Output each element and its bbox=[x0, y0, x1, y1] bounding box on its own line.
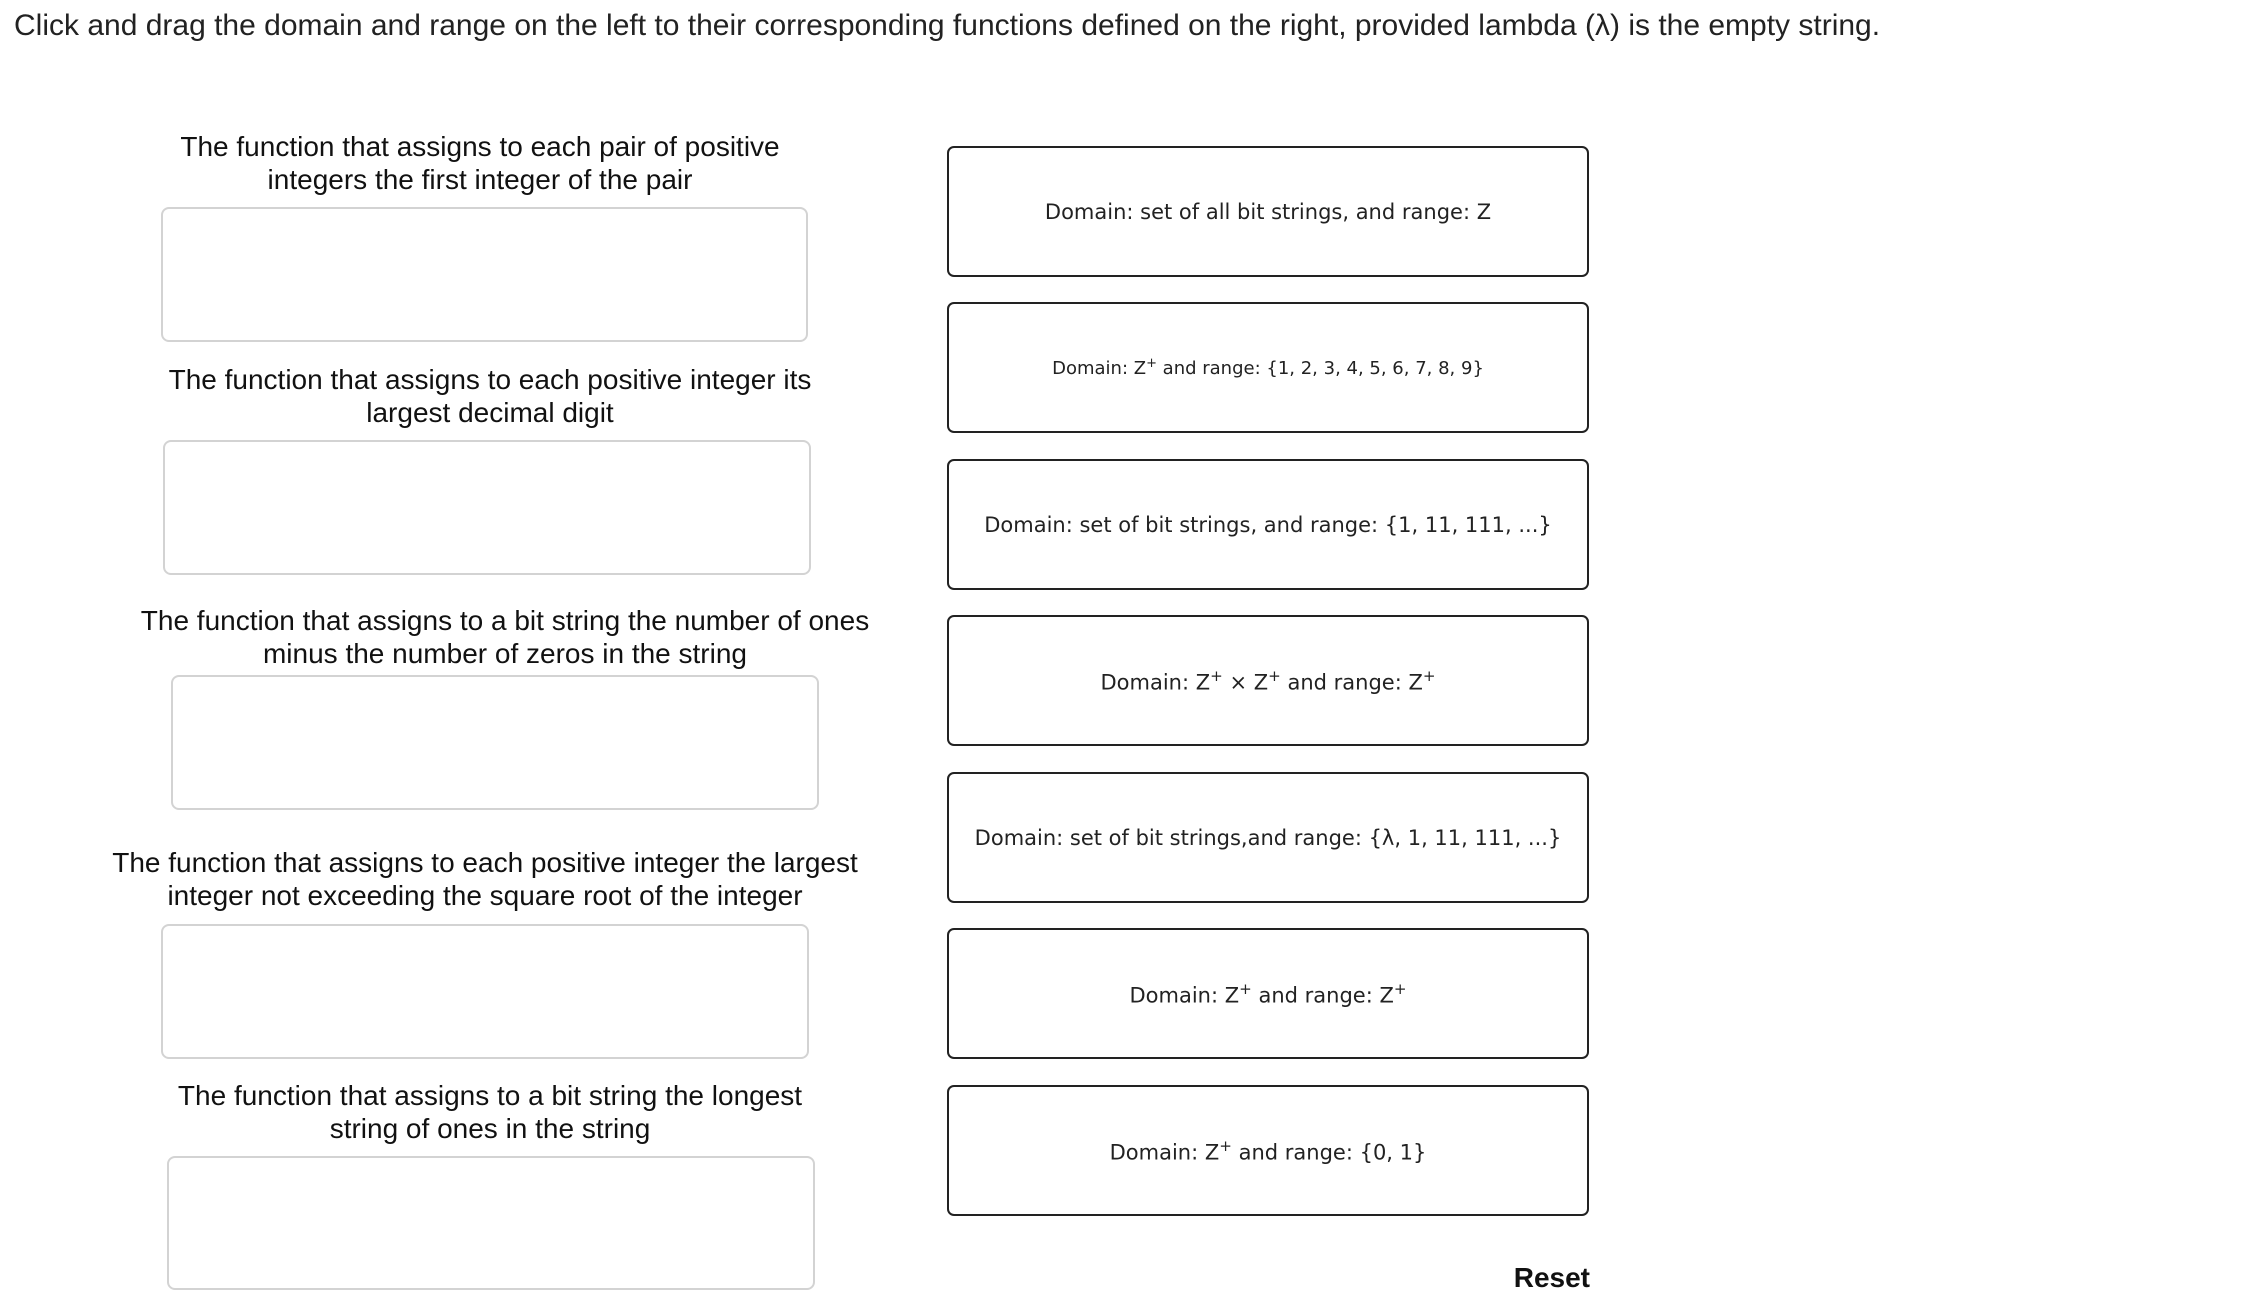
drop-zone-first-of-pair[interactable] bbox=[161, 207, 808, 342]
function-prompt-floor-sqrt: The function that assigns to each positive integer the largest integer not exceeding the square root of the integer bbox=[112, 847, 858, 911]
answer-bitstrings-to-ones-strings[interactable] bbox=[947, 459, 1589, 590]
answer-label: Domain: set of all bit strings, and range: Z bbox=[1044, 199, 1492, 224]
answer-label: Domain: Z+ and range: {0, 1} bbox=[1109, 1136, 1427, 1165]
drop-zone-longest-ones[interactable] bbox=[167, 1156, 815, 1290]
answer-zplus-to-digits[interactable] bbox=[947, 302, 1589, 433]
drop-zone-ones-minus-zeros[interactable] bbox=[171, 675, 819, 810]
answer-label: Domain: Z+ × Z+ and range: Z+ bbox=[1100, 666, 1436, 695]
drop-zone-floor-sqrt[interactable] bbox=[161, 924, 809, 1059]
answer-bitstrings-to-z[interactable] bbox=[947, 146, 1589, 277]
reset-button[interactable]: Reset bbox=[1470, 1262, 1590, 1294]
answer-zplus-pairs-to-zplus[interactable] bbox=[947, 615, 1589, 746]
instructions-text: Click and drag the domain and range on the left to their corresponding functions defined on the right, provided lambda (λ) is the empty string. bbox=[14, 9, 1881, 42]
function-prompt-largest-digit: The function that assigns to each positive integer its largest decimal digit bbox=[168, 364, 812, 428]
function-prompt-first-of-pair: The function that assigns to each pair of positive integers the first integer of the pair bbox=[180, 131, 780, 195]
answer-zplus-to-zero-one[interactable] bbox=[947, 1085, 1589, 1216]
answer-label: Domain: set of bit strings, and range: {1, 11, 111, ...} bbox=[984, 512, 1552, 537]
answer-bitstrings-to-lambda-ones[interactable] bbox=[947, 772, 1589, 903]
answer-zplus-to-zplus[interactable] bbox=[947, 928, 1589, 1059]
answer-label: Domain: Z+ and range: Z+ bbox=[1129, 979, 1407, 1008]
answer-label: Domain: set of bit strings,and range: {λ, 1, 11, 111, ...} bbox=[974, 825, 1562, 850]
answer-label: Domain: Z+ and range: {1, 2, 3, 4, 5, 6, 7, 8, 9} bbox=[1052, 355, 1484, 380]
function-prompt-longest-ones: The function that assigns to a bit string the longest string of ones in the string bbox=[177, 1080, 803, 1144]
drop-zone-largest-digit[interactable] bbox=[163, 440, 811, 575]
function-prompt-ones-minus-zeros: The function that assigns to a bit string the number of ones minus the number of zeros in the string bbox=[140, 605, 870, 669]
